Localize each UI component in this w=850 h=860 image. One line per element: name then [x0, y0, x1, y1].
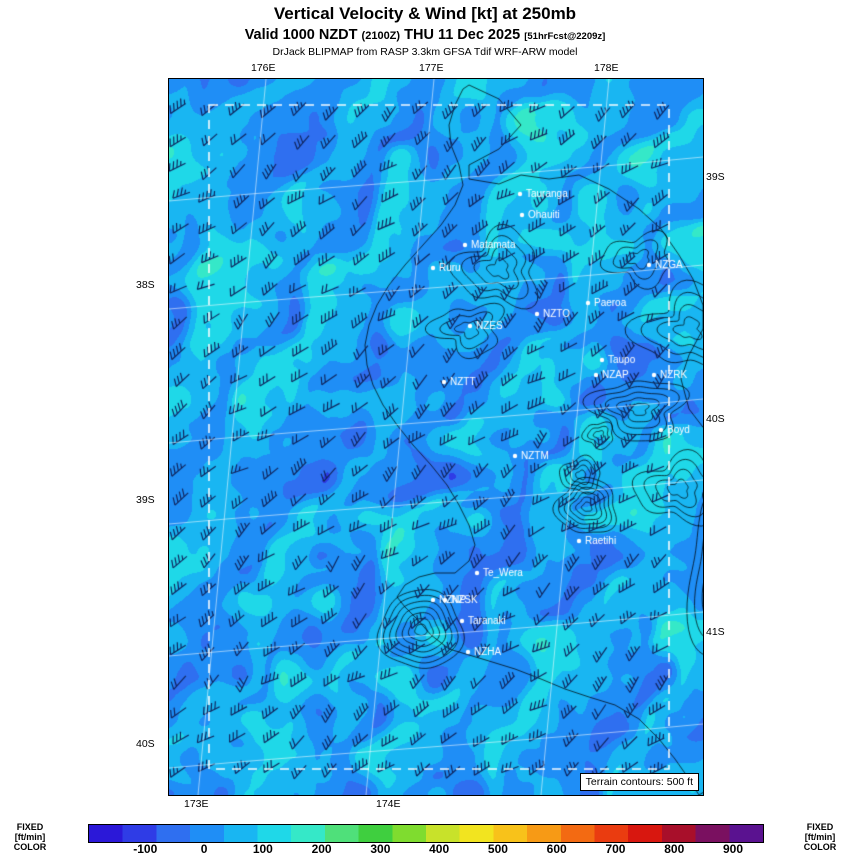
terrain-contour-note: Terrain contours: 500 ft [580, 773, 699, 791]
colorbar-tick: 400 [429, 842, 450, 856]
colorbar-right-line2: [ft/min] [804, 832, 836, 842]
colorbar-tick: 700 [605, 842, 626, 856]
colorbar-tick: 600 [546, 842, 567, 856]
colorbar-left-line2: [ft/min] [14, 832, 46, 842]
lon-label-bottom: 174E [376, 798, 401, 810]
page-title: Vertical Velocity & Wind [kt] at 250mb [273, 4, 577, 23]
colorbar-tick: 800 [664, 842, 685, 856]
valid-time: Valid 1000 NZDT [244, 27, 358, 43]
lat-label-right: 40S [706, 413, 725, 425]
lat-label-left: 39S [136, 494, 155, 506]
lat-label-left: 38S [136, 279, 155, 291]
header [0, 0, 850, 58]
valid-time-z: (2100Z) [361, 30, 401, 42]
colorbar-left-line3: COLOR [13, 842, 47, 852]
lat-label-left: 40S [136, 738, 155, 750]
colorbar-tick: -100 [133, 842, 158, 856]
lon-label-top: 178E [594, 62, 619, 74]
colorbar-legend [0, 808, 850, 860]
forecast-hour: [51hrFcst@2209z] [524, 31, 606, 42]
map-raster [169, 79, 703, 795]
colorbar-right-line1: FIXED [806, 822, 834, 832]
lat-label-right: 39S [706, 171, 725, 183]
colorbar-tick: 900 [723, 842, 744, 856]
colorbar-tick: 100 [252, 842, 273, 856]
colorbar-tick: 0 [200, 842, 208, 856]
colorbar-left-caption [6, 822, 54, 852]
colorbar-right-line3: COLOR [803, 842, 837, 852]
weather-map[interactable] [168, 78, 704, 796]
colorbar-left-line1: FIXED [16, 822, 44, 832]
lon-label-top: 177E [419, 62, 444, 74]
valid-line [0, 27, 850, 43]
valid-date: THU 11 Dec 2025 [404, 27, 521, 43]
lon-label-bottom: 173E [184, 798, 209, 810]
lat-label-right: 41S [706, 626, 725, 638]
colorbar-tick: 500 [487, 842, 508, 856]
model-source: DrJack BLIPMAP from RASP 3.3km GFSA Tdif WRF-ARW model [272, 46, 578, 58]
colorbar-tick: 200 [311, 842, 332, 856]
lon-label-top: 176E [251, 62, 276, 74]
colorbar-tick: 300 [370, 842, 391, 856]
colorbar-right-caption [796, 822, 844, 852]
colorbar-gradient [88, 824, 764, 843]
